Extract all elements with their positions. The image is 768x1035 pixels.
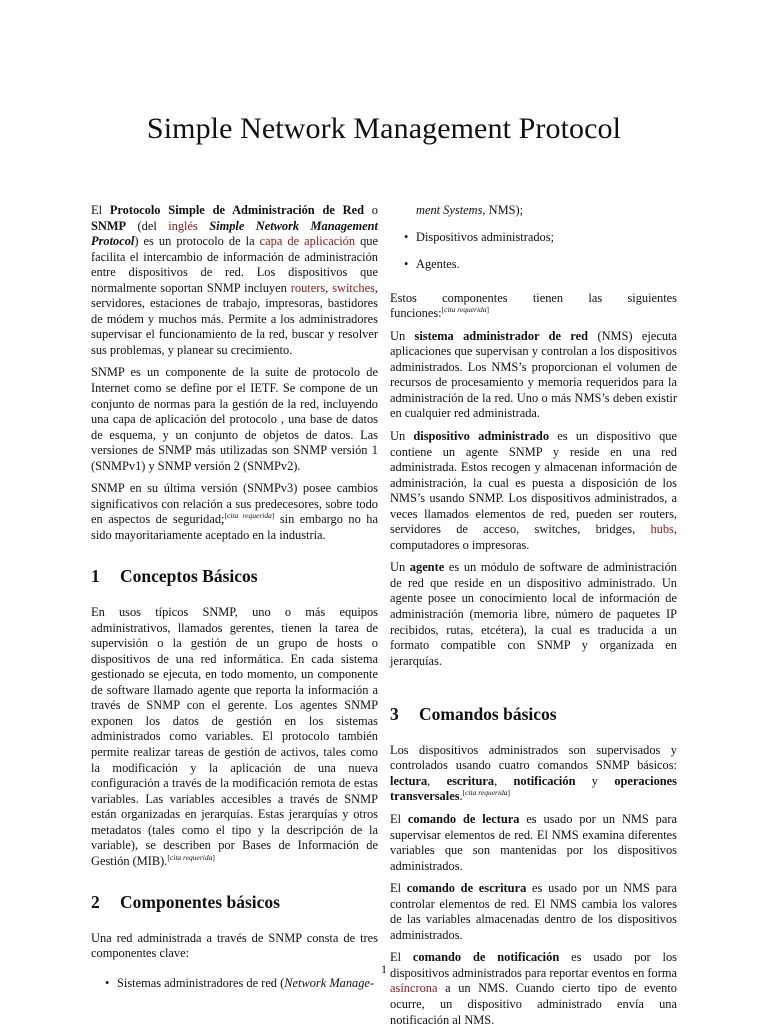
- section-number: 3: [390, 704, 399, 725]
- text: [198, 219, 209, 233]
- citation-needed[interactable]: [cita requerida]: [441, 305, 490, 315]
- text: , computadores o impresoras.: [390, 522, 677, 552]
- bold-term: comando de notificación: [412, 950, 560, 965]
- text: El: [91, 203, 110, 217]
- text: es usado por un NMS para controlar elementos de red. El NMS cambia los valores de las variables almacenadas dentro de los dispositivos administrados.: [390, 881, 677, 942]
- bullet-icon: •: [404, 229, 409, 244]
- bold-term: operaciones transversales: [390, 773, 677, 804]
- text: ,: [494, 773, 514, 788]
- bold-term: agente: [409, 560, 445, 575]
- link-switches[interactable]: switches: [332, 280, 375, 295]
- page-title: Simple Network Management Protocol: [146, 112, 622, 145]
- list-item: [91, 976, 378, 992]
- link-routers[interactable]: routers: [290, 280, 326, 295]
- intro-paragraph-2: SNMP es un componente de la suite de protocolo de Internet como se define por el IETF. Se compone de un conjunto de normas para la gestión de la red, incluyendo una capa de aplicación del protocolo , una base de datos de esquema, y un conjunto de objetos de datos. Las versiones de SNMP más utilizadas son SNMP versión 1 (SNMPv1) y SNMP versión 2 (SNMPv2).: [91, 365, 378, 473]
- bold-term: dispositivo administrado: [413, 429, 550, 444]
- page-number: 1: [381, 962, 387, 976]
- section2-paragraph-agent: [390, 560, 677, 669]
- text: (NMS) ejecuta aplicaciones que supervisan y controlan a los dispositivos administrados. Los NMS’s proporcionan el volumen de recursos de procesamiento y memoria requeridos para la administración de la red. Uno o más NMS’s deben existir en cualquier red administrada.: [390, 328, 677, 421]
- bold-term: sistema administrador de red: [414, 328, 589, 343]
- text: sin embargo no ha sido mayoritariamente aceptado en la industria.: [91, 512, 379, 542]
- section-number: 1: [91, 566, 100, 587]
- text: , NMS);: [482, 203, 524, 217]
- text: es usado por los dispositivos administrados para reportar eventos en forma: [390, 950, 677, 980]
- bold-term: SNMP: [91, 218, 127, 233]
- section2-paragraph-2a: Estos componentes tienen las siguientes: [390, 290, 677, 305]
- citation-needed[interactable]: [cita requerida]: [462, 788, 511, 798]
- section3-paragraph-1: [390, 743, 677, 805]
- text: Dispositivos administrados;: [416, 229, 555, 244]
- bold-term: escritura: [446, 773, 495, 788]
- text: .: [459, 789, 463, 804]
- citation-needed[interactable]: [cita requerida]: [167, 852, 215, 862]
- left-column: [91, 203, 378, 1002]
- link-ingles[interactable]: inglés: [168, 218, 198, 233]
- section3-paragraph-read: [390, 812, 677, 874]
- section2-paragraph-nms: [390, 329, 677, 422]
- text: , servidores, estaciones de trabajo, impresoras, bastidores de módem y muchos más. Permite a los administradores supervisar el funcionamiento de la red, buscar y resolver sus problemas, y planear su crecimiento.: [91, 280, 378, 357]
- list-item-continuation: [390, 203, 677, 219]
- components-list: [91, 976, 378, 992]
- list-item: [390, 230, 677, 246]
- list-item: [390, 257, 677, 273]
- text: (del: [126, 218, 169, 233]
- link-asincrona[interactable]: asíncrona: [390, 981, 438, 996]
- bullet-icon: •: [105, 975, 110, 990]
- bold-italic-term: Simple Network Management Protocol: [91, 218, 378, 249]
- components-list-continued: [390, 230, 677, 273]
- text: es usado por un NMS para supervisar elementos de red. El NMS examina diferentes variables que son mantenidas por los dispositivos administrados.: [390, 811, 678, 873]
- text: En usos típicos SNMP, uno o más equipos administrativos, llamados gerentes, tienen la tarea de supervisión o la gestión de un grupo de hosts o dispositivos de una red informática. En cada sistema gestionado se ejecuta, en todo momento, un componente de software llamado agente que reporta la información a través de SNMP con el gerente. Los agentes SNMP exponen los datos de gestión en los sistemas administrados como variables. El protocolo también permite realizar tareas de gestión de activos, tales como la modificación y la aplicación de una nueva configuración a través de la modificación remota de estas variables. Las variables accesibles a través de SNMP están organizadas en jerarquías. Estas jerarquías y otros metadatos (tales como el tipo y la descripción de la variable), se describen por Bases de Información de Gestión (MIB).: [91, 605, 378, 868]
- section2-paragraph-2b: [390, 306, 677, 322]
- text: Un: [390, 328, 415, 343]
- text: ) es un protocolo de la: [134, 234, 260, 249]
- link-hubs[interactable]: hubs: [650, 522, 674, 537]
- intro-paragraph-1: [91, 203, 378, 358]
- section-heading-3: [390, 704, 677, 725]
- italic-term: ment Systems: [416, 203, 483, 217]
- section-title: Comandos básicos: [419, 704, 557, 725]
- bold-term: Protocolo Simple de Administración de Red: [109, 203, 365, 217]
- section-number: 2: [91, 892, 100, 913]
- section-title: Componentes básicos: [120, 892, 280, 913]
- text: Los dispositivos administrados son supervisados y controlados usando cuatro comandos SNMP básicos:: [390, 742, 677, 773]
- section2-paragraph-device: [390, 429, 677, 553]
- text: Un: [390, 429, 414, 444]
- section-heading-1: [91, 566, 378, 587]
- section2-paragraph-1: Una red administrada a través de SNMP consta de tres componentes clave:: [91, 930, 378, 961]
- text: Sistemas administradores de red (: [117, 975, 285, 990]
- text: y: [575, 773, 615, 788]
- text: Un: [390, 560, 410, 575]
- text: que facilita el intercambio de información de administración entre dispositivos de red. Los dispositivos que normalmente soportan SNMP incluyen: [91, 234, 378, 295]
- link-capa-de-aplicacion[interactable]: capa de aplicación: [259, 234, 356, 249]
- italic-term: Network Manage-: [284, 975, 375, 990]
- text: es un dispositivo que contiene un agente SNMP y reside en una red administrada. Estos recogen y almacenan información de administración, la cual es puesta a disposición de los NMS’s usando SNMP. Los dispositivos administrados, a veces llamados elementos de red, pueden ser routers, servidores de acceso, switches, bridges,: [390, 429, 677, 537]
- section1-paragraph: [91, 605, 378, 869]
- bold-term: notificación: [513, 773, 576, 788]
- text: es un módulo de software de administración de red que reside en un dispositivo administrado. Un agente posee un conocimiento local de información de administración (memoria libre, número de paquetes IP recibidos, rutas, etcétera), la cual es traducida a un formato compatible con SNMP y organizada en jerarquías.: [390, 560, 677, 668]
- text: ,: [325, 280, 333, 295]
- citation-needed[interactable]: [cita requerida]: [224, 511, 275, 521]
- section-title: Conceptos Básicos: [120, 566, 258, 587]
- text: El: [390, 950, 413, 965]
- text: o: [364, 203, 379, 217]
- right-column: [390, 203, 677, 1035]
- text: a un NMS. Cuando cierto tipo de evento ocurre, un dispositivo administrado envía una notificación al NMS.: [390, 981, 677, 1027]
- text: Agentes.: [416, 257, 460, 272]
- text: El: [390, 881, 407, 896]
- text: funciones:: [390, 306, 442, 321]
- bold-term: lectura: [390, 773, 428, 788]
- text: El: [390, 811, 408, 826]
- bullet-icon: •: [404, 257, 409, 272]
- bold-term: comando de lectura: [407, 811, 520, 826]
- intro-paragraph-3: [91, 481, 378, 543]
- text: ,: [427, 773, 447, 788]
- section3-paragraph-write: [390, 881, 677, 943]
- text: SNMP en su última versión (SNMPv3) posee cambios significativos con relación a sus predecesores, sobre todo en aspectos de seguridad;: [91, 481, 378, 527]
- section-heading-2: [91, 892, 378, 913]
- bold-term: comando de escritura: [406, 881, 527, 896]
